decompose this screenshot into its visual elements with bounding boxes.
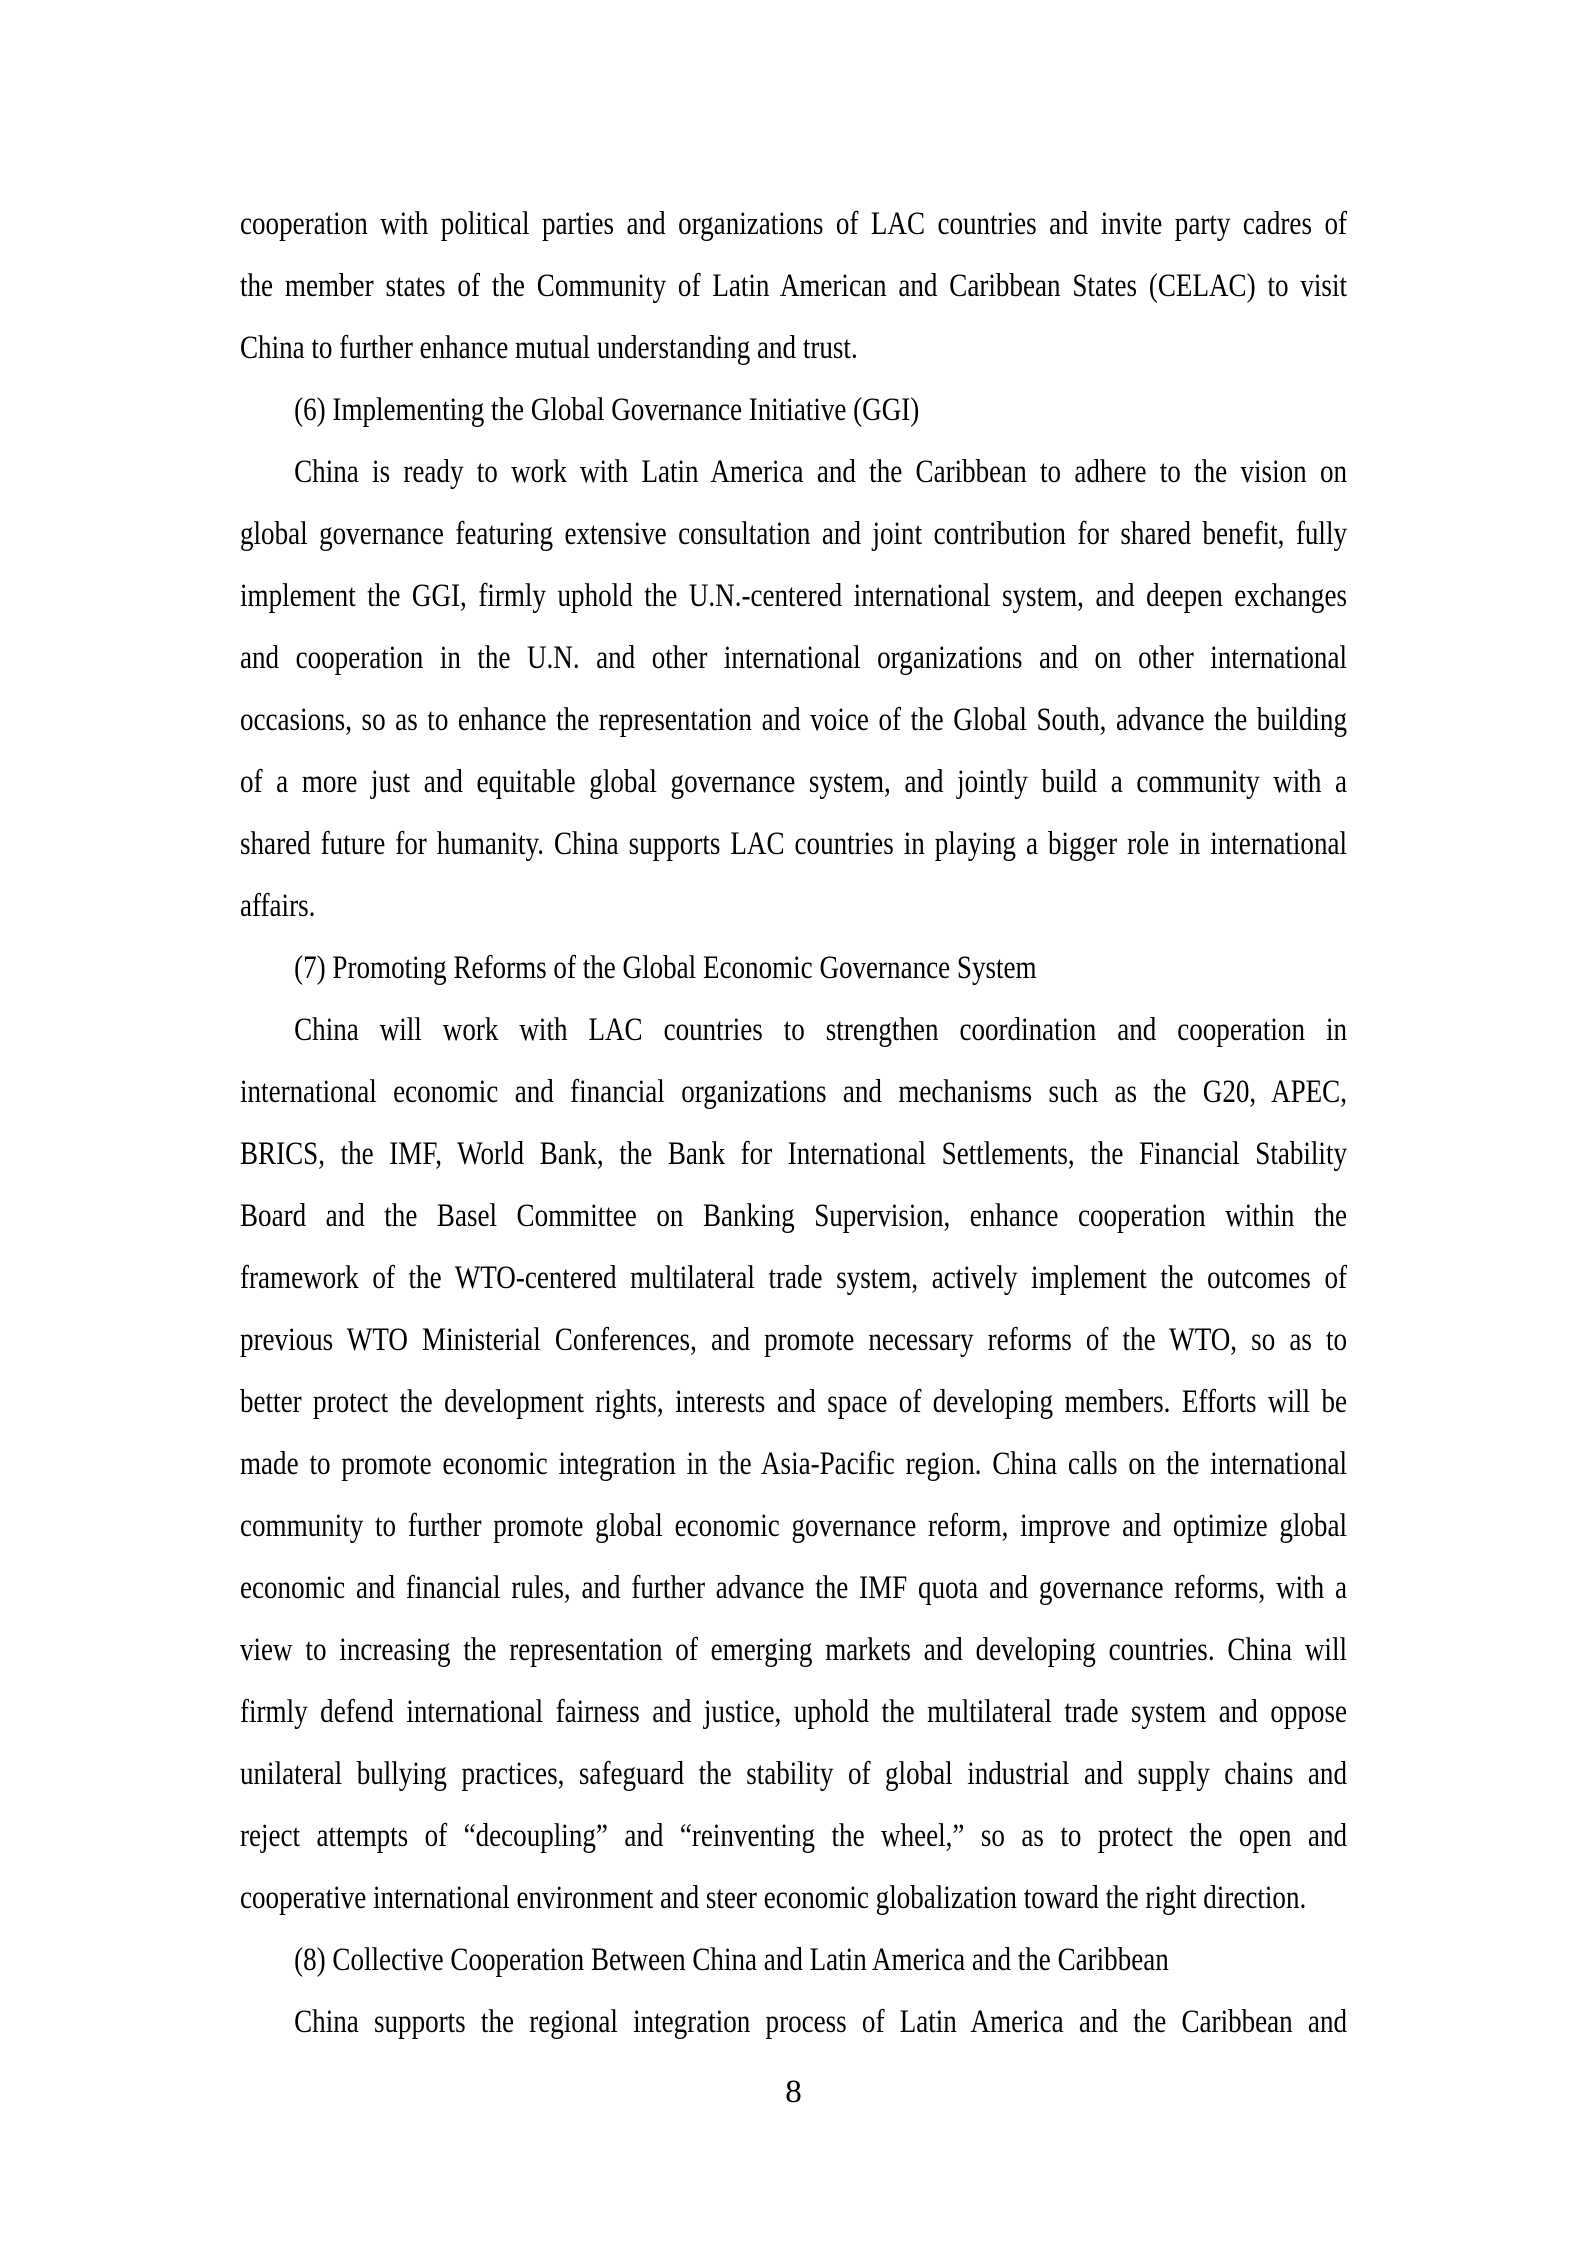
text-line: previous WTO Ministerial Conferences, and promote necessary reforms of the WTO, so as to	[240, 1322, 1347, 1358]
text-line: China is ready to work with Latin America and the Caribbean to adhere to the vision on	[294, 454, 1347, 490]
text-line: unilateral bullying practices, safeguard the stability of global industrial and supply chains and	[240, 1756, 1347, 1792]
page-number: 8	[785, 2074, 802, 2110]
text-line: affairs.	[240, 888, 316, 924]
text-line: international economic and financial organizations and mechanisms such as the G20, APEC,	[240, 1074, 1347, 1110]
text-line: (7) Promoting Reforms of the Global Economic Governance System	[294, 950, 1037, 986]
text-line: China will work with LAC countries to strengthen coordination and cooperation in	[294, 1012, 1347, 1048]
text-line: (8) Collective Cooperation Between China and Latin America and the Caribbean	[294, 1942, 1169, 1978]
text-line: China to further enhance mutual understanding and trust.	[240, 330, 858, 366]
text-line: (6) Implementing the Global Governance Initiative (GGI)	[294, 392, 920, 428]
text-line: global governance featuring extensive consultation and joint contribution for shared benefit, fully	[240, 516, 1347, 552]
text-line: made to promote economic integration in the Asia-Pacific region. China calls on the international	[240, 1446, 1347, 1482]
text-line: firmly defend international fairness and justice, uphold the multilateral trade system and oppose	[240, 1694, 1347, 1730]
text-line: framework of the WTO-centered multilateral trade system, actively implement the outcomes of	[240, 1260, 1347, 1296]
text-line: shared future for humanity. China supports LAC countries in playing a bigger role in international	[240, 826, 1347, 862]
text-line: BRICS, the IMF, World Bank, the Bank for International Settlements, the Financial Stability	[240, 1136, 1347, 1172]
text-line: better protect the development rights, interests and space of developing members. Efforts will be	[240, 1384, 1347, 1420]
text-line: reject attempts of “decoupling” and “reinventing the wheel,” so as to protect the open and	[240, 1818, 1347, 1854]
text-line: community to further promote global economic governance reform, improve and optimize global	[240, 1508, 1347, 1544]
text-line: and cooperation in the U.N. and other international organizations and on other international	[240, 640, 1347, 676]
text-line: cooperation with political parties and organizations of LAC countries and invite party cadres of	[240, 206, 1347, 242]
text-line: occasions, so as to enhance the representation and voice of the Global South, advance the building	[240, 702, 1347, 738]
text-line: of a more just and equitable global governance system, and jointly build a community with a	[240, 764, 1347, 800]
text-line: view to increasing the representation of emerging markets and developing countries. China will	[240, 1632, 1347, 1668]
text-block	[240, 193, 1347, 2053]
text-line: the member states of the Community of Latin American and Caribbean States (CELAC) to visit	[240, 268, 1347, 304]
text-line: China supports the regional integration process of Latin America and the Caribbean and	[294, 2004, 1347, 2040]
text-line: economic and financial rules, and further advance the IMF quota and governance reforms, with a	[240, 1570, 1347, 1606]
text-line: cooperative international environment and steer economic globalization toward the right direction.	[240, 1880, 1307, 1916]
text-line: Board and the Basel Committee on Banking Supervision, enhance cooperation within the	[240, 1198, 1347, 1234]
text-line: implement the GGI, firmly uphold the U.N.-centered international system, and deepen exchanges	[240, 578, 1347, 614]
